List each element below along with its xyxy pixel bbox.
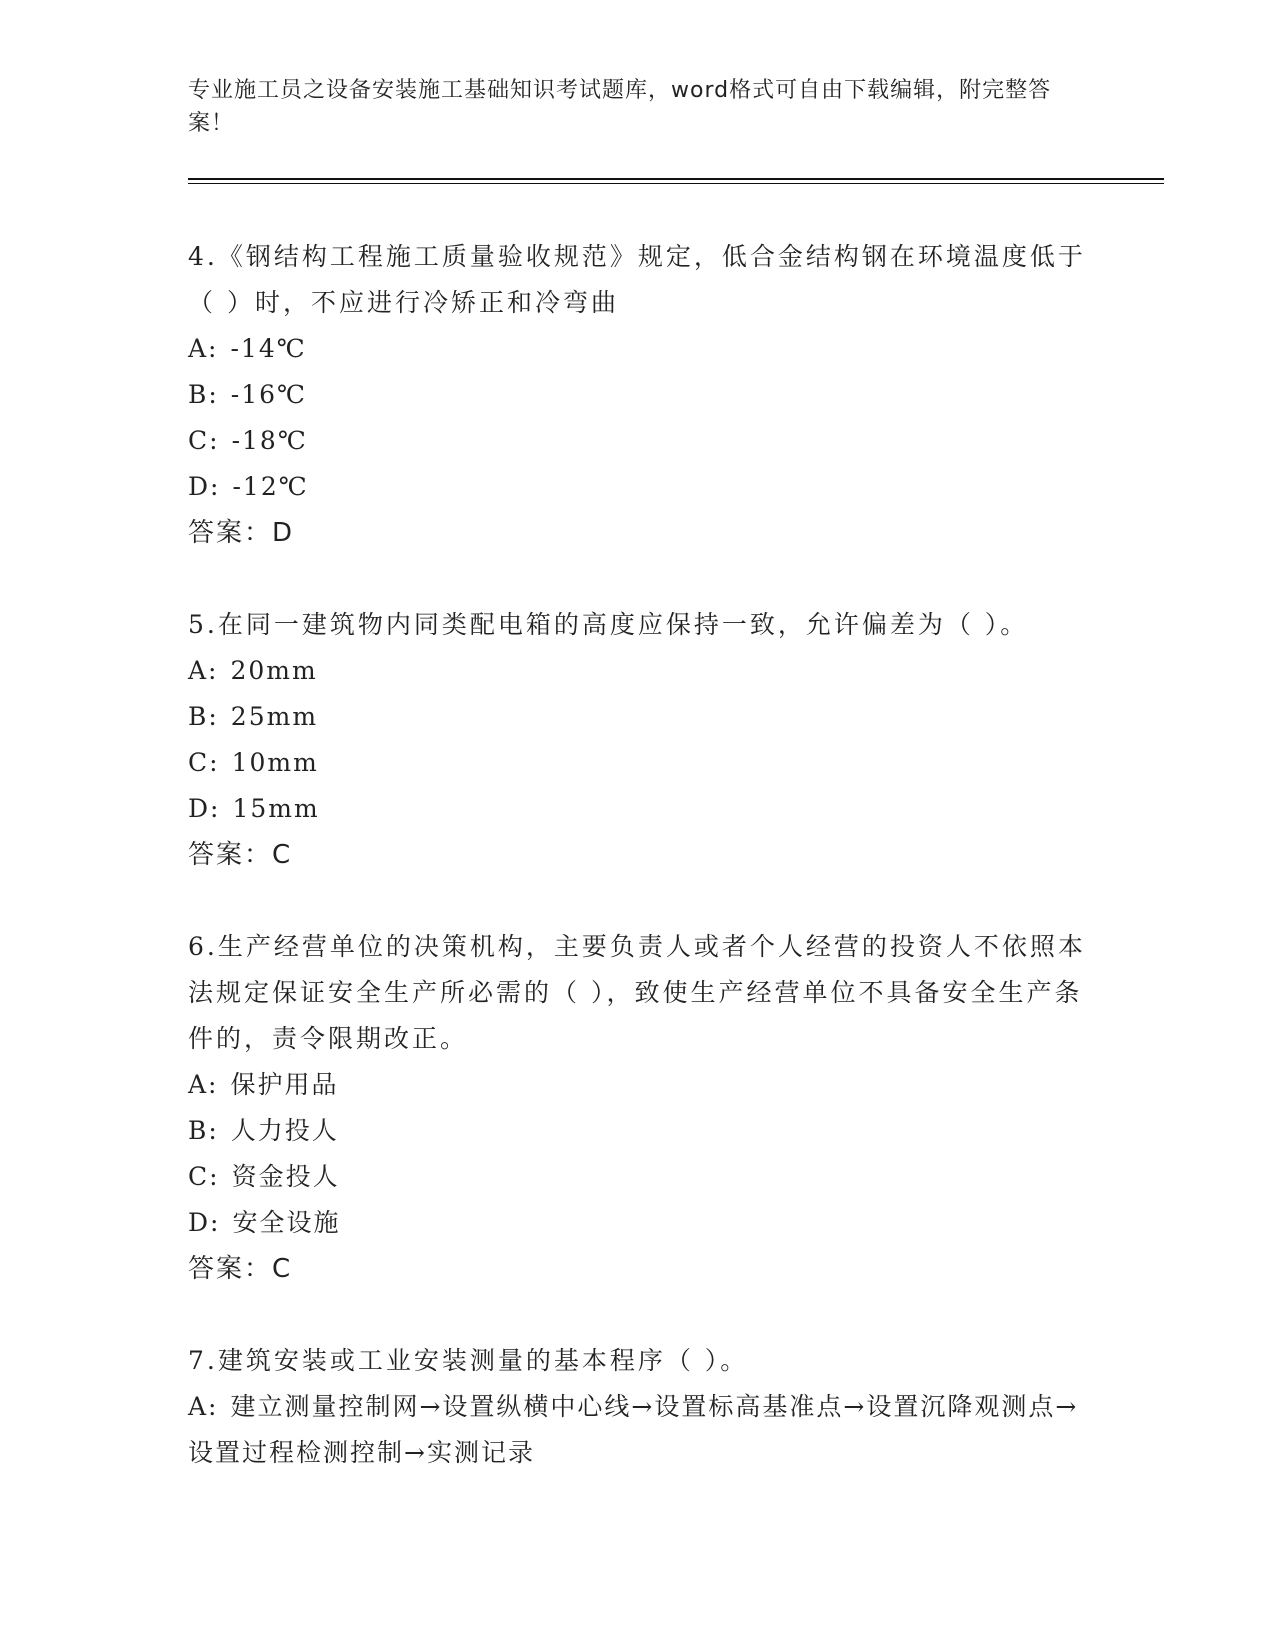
- option-value: -12℃: [232, 472, 309, 501]
- option-value: 10mm: [231, 748, 319, 777]
- question-6: [188, 924, 1088, 1292]
- option-c: [188, 740, 1088, 786]
- option-value: 安全设施: [232, 1208, 341, 1237]
- option-label: A:: [188, 334, 219, 363]
- option-label: B:: [188, 1116, 219, 1145]
- question-text: 7.建筑安装或工业安装测量的基本程序（ ）。: [188, 1346, 749, 1375]
- option-label: D:: [188, 472, 221, 501]
- answer-line: 答案：D: [188, 518, 295, 548]
- option-label: C:: [188, 748, 220, 777]
- option-c: [188, 1154, 1088, 1200]
- option-label: C:: [188, 426, 220, 455]
- option-label: D:: [188, 794, 221, 823]
- option-value: 15mm: [232, 794, 320, 823]
- option-d: [188, 1200, 1088, 1246]
- document-header: 专业施工员之设备安装施工基础知识考试题库，word格式可自由下载编辑，附完整答案！: [188, 78, 1052, 136]
- answer-line: 答案：C: [188, 1254, 293, 1284]
- question-4: [188, 234, 1088, 556]
- question-text: 4.《钢结构工程施工质量验收规范》规定，低合金结构钢在环境温度低于（ ）时，不应进行冷矫正和冷弯曲: [188, 242, 1086, 317]
- option-value: 保护用品: [230, 1070, 339, 1099]
- answer-line: 答案：C: [188, 840, 293, 870]
- option-value: -18℃: [231, 426, 308, 455]
- option-value: -14℃: [230, 334, 307, 363]
- option-label: B:: [188, 702, 219, 731]
- option-value: -16℃: [230, 380, 308, 409]
- option-b: [188, 1108, 1088, 1154]
- question-text: 6.生产经营单位的决策机构，主要负责人或者个人经营的投资人不依照本法规定保证安全生产所必需的（ ），致使生产经营单位不具备安全生产条件的，责令限期改正。: [188, 932, 1086, 1053]
- option-a: [188, 1062, 1088, 1108]
- option-d: [188, 464, 1088, 510]
- option-b: [188, 694, 1088, 740]
- option-label: C:: [188, 1162, 220, 1191]
- option-c: [188, 418, 1088, 464]
- question-5: [188, 602, 1088, 878]
- option-value: 20mm: [230, 656, 318, 685]
- option-a: [188, 648, 1088, 694]
- question-7: [188, 1338, 1088, 1476]
- option-label: A:: [188, 1070, 219, 1099]
- option-a: [188, 1384, 1088, 1476]
- question-text: 5.在同一建筑物内同类配电箱的高度应保持一致，允许偏差为（ ）。: [188, 610, 1029, 639]
- option-label: D:: [188, 1208, 221, 1237]
- header-divider-thin: [188, 183, 1164, 184]
- option-d: [188, 786, 1088, 832]
- option-value: 建立测量控制网→设置纵横中心线→设置标高基准点→设置沉降观测点→设置过程检测控制→实测记录: [188, 1392, 1079, 1467]
- option-value: 人力投人: [230, 1116, 339, 1145]
- question-list: [188, 234, 1088, 1522]
- option-label: B:: [188, 380, 219, 409]
- option-b: [188, 372, 1088, 418]
- option-value: 资金投人: [231, 1162, 340, 1191]
- header-divider-thick: [188, 178, 1164, 180]
- option-label: A:: [188, 656, 219, 685]
- option-value: 25mm: [230, 702, 319, 731]
- option-a: [188, 326, 1088, 372]
- option-label: A:: [188, 1392, 219, 1421]
